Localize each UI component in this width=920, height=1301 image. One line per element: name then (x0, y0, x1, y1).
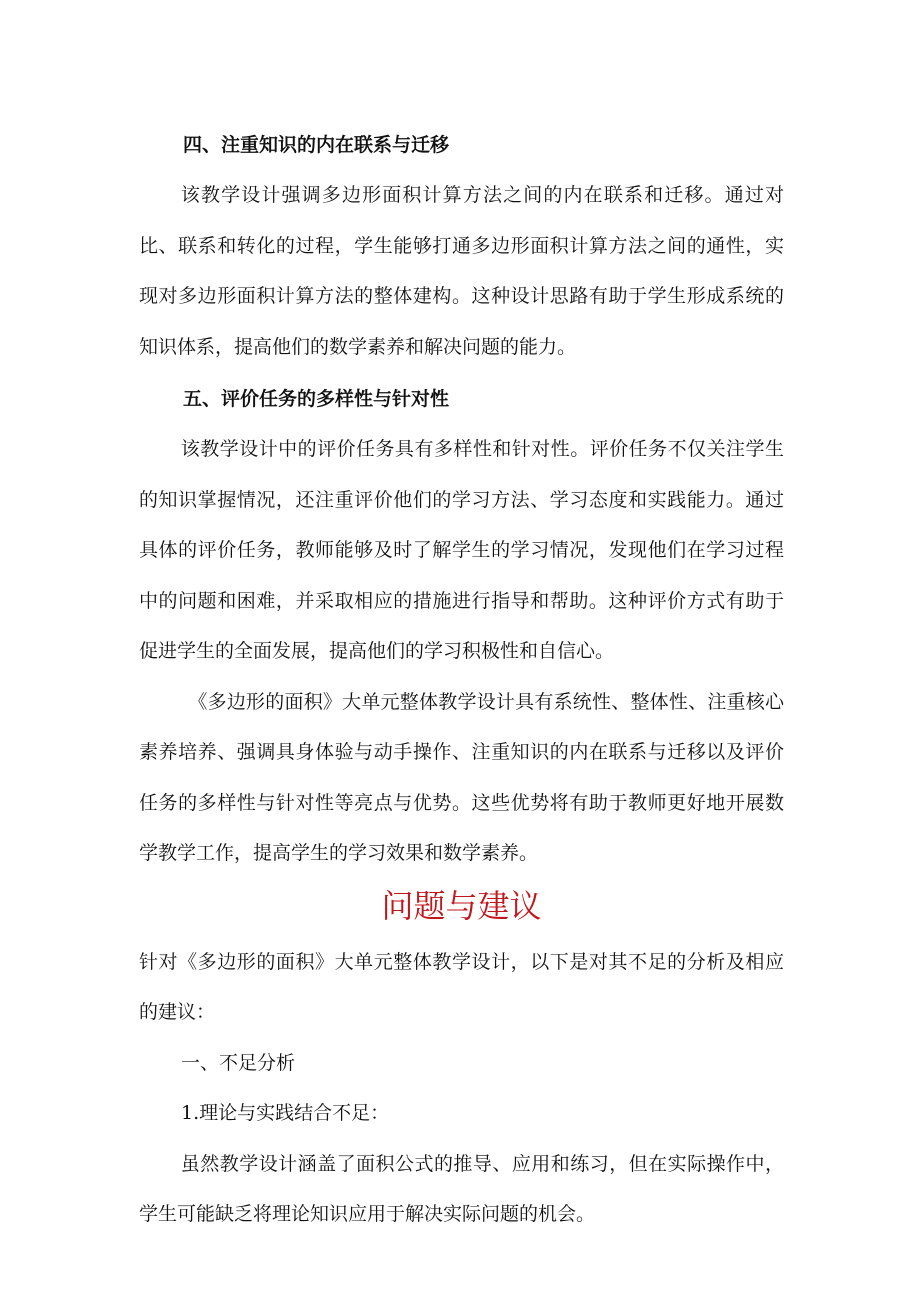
section-5-paragraph: 该教学设计中的评价任务具有多样性和针对性。评价任务不仅关注学生的知识掌握情况，还注重评价他们的学习方法、学习态度和实践能力。通过具体的评价任务，教师能够及时了解学生的学习情况，发现他们在学习过程中的问题和困难，并采取相应的措施进行指导和帮助。这种评价方式有助于促进学生的全面发展，提高他们的学习积极性和自信心。 (139, 438, 784, 662)
summary-paragraph: 《多边形的面积》大单元整体教学设计具有系统性、整体性、注重核心素养培养、强调具身体验与动手操作、注重知识的内在联系与迁移以及评价任务的多样性与针对性等亮点与优势。这些优势将有助于教师更好地开展数学教学工作，提高学生的学习效果和数学素养。 (139, 690, 784, 864)
shortcomings-subheading: 一、不足分析 (181, 1051, 296, 1074)
section-5-heading: 五、评价任务的多样性与针对性 (183, 388, 450, 410)
issues-section-title: 问题与建议 (381, 886, 542, 925)
document-content (139, 126, 784, 1240)
section-4-paragraph: 该教学设计强调多边形面积计算方法之间的内在联系和迁移。通过对比、联系和转化的过程，学生能够打通多边形面积计算方法之间的通性，实现对多边形面积计算方法的整体建构。这种设计思路有助于学生形成系统的知识体系，提高他们的数学素养和解决问题的能力。 (139, 184, 784, 358)
point-1-paragraph: 虽然教学设计涵盖了面积公式的推导、应用和练习，但在实际操作中，学生可能缺乏将理论知识应用于解决实际问题的机会。 (139, 1152, 784, 1225)
section-4-heading: 四、注重知识的内在联系与迁移 (183, 134, 450, 156)
issues-intro-paragraph: 针对《多边形的面积》大单元整体教学设计，以下是对其不足的分析及相应的建议： (139, 950, 784, 1023)
point-1-heading: 1.理论与实践结合不足： (181, 1102, 390, 1124)
